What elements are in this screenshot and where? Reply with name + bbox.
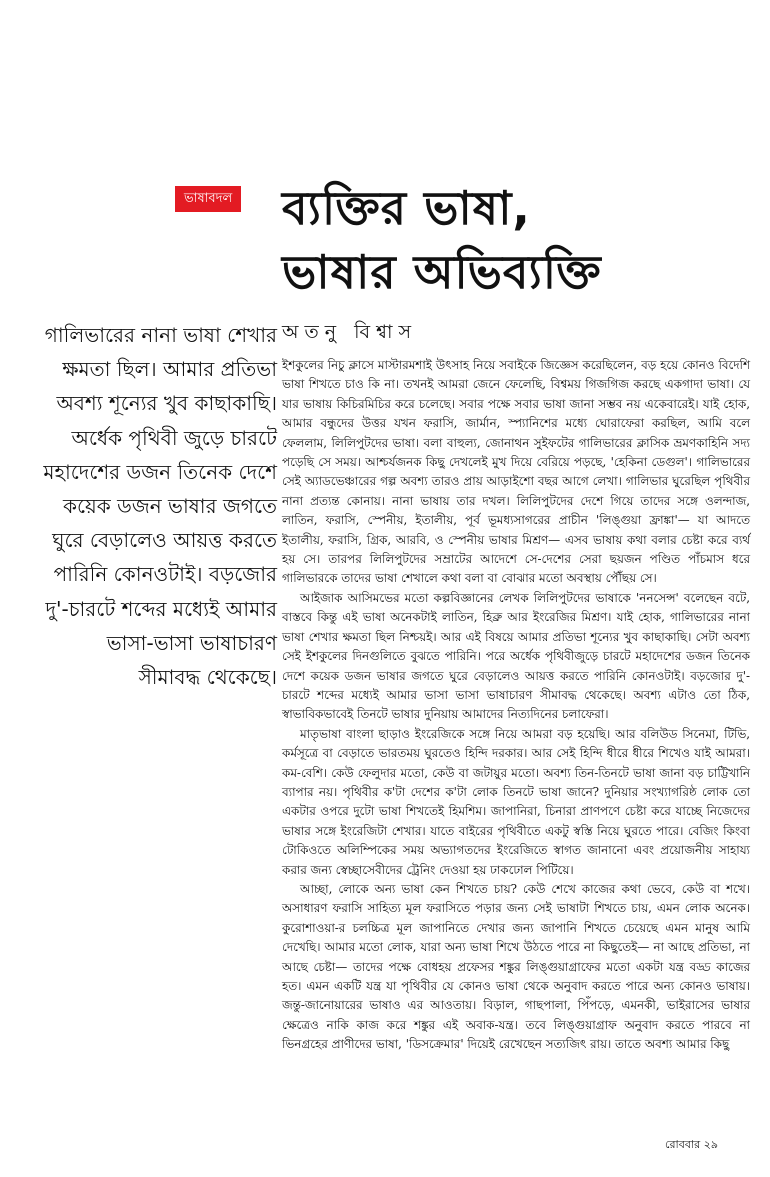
page-folio: রোববার ২৯	[665, 1138, 718, 1151]
title-line-1: ব্যক্তির ভাষা,	[282, 181, 531, 235]
paragraph: ইশকুলের নিচু ক্লাসে মাস্টারমশাই উৎসাহ নিয়ে সবাইকে জিজ্ঞেস করেছিলেন, বড় হয়ে কোনও বিদেশি ভাষা শিখতে চাও কি না। তখনই আমরা জেনে ফেলেছি, বিশ্বময় গিজগিজ করছে একগাদা ভাষা। যে যার ভাষায় কিচিরমিচির করে চলেছে। সবার পক্ষে সবার ভাষা জানা সম্ভব নয় একেবারেই। যাই হোক, আমার বন্ধুদের উত্তর যখন ফরাসি, জার্মান, স্প্যানিশের মধ্যে ঘোরাফেরা করছিল, আমি বলে ফেললাম, লিলিপুটদের ভাষা। বলা বাহুল্য, জোনাথন সুইফটের গালিভারের ক্লাসিক ভ্রমণকাহিনি সদ্য পড়েছি সে সময়। আশ্চর্যজনক কিছু দেখলেই মুখ দিয়ে বেরিয়ে পড়ছে, 'হেকিনা ডেগুল'। গালিভারের সেই অ্যাডভেঞ্চারের গল্প অবশ্য তারও প্রায় আড়াইশো বছর আগে লেখা। গালিভার ঘুরেছিল পৃথিবীর নানা প্রত্যন্ত কোনায়। নানা ভাষায় তার দখল। লিলিপুটদের দেশে গিয়ে তাদের সঙ্গে ওলন্দাজ, লাতিন, ফরাসি, স্পেনীয়, ইতালীয়, পূর্ব ভূমধ্যসাগরের প্রাচীন 'লিঙ্গুয়া ফ্রাঙ্কা'— যা আদতে ইতালীয়, ফরাসি, গ্রিক, আরবি, ও স্পেনীয় ভাষার মিশ্রণ— এসব ভাষায় কথা বলার চেষ্টা করে ব্যর্থ হয় সে। তারপর লিলিপুটদের সম্রাটের আদেশে সে-দেশের সেরা ছয়জন পণ্ডিত পাঁচমাস ধরে গালিভারকে তাদের ভাষা শেখালে কথা বলা বা বোঝার মতো অবস্থায় পৌঁছয় সে।	[282, 358, 750, 586]
article-title	[282, 176, 752, 304]
article-body	[282, 356, 750, 1055]
paragraph: আইজাক আসিমভের মতো কল্পবিজ্ঞানের লেখক লিলিপুটদের ভাষাকে 'ননসেন্স' বলেছেন বটে, বাস্তবে কিন্তু এই ভাষা অনেকটাই লাতিন, হিব্রু আর ইংরেজির মিশ্রণ। যাই হোক, গালিভারের নানা ভাষা শেখার ক্ষমতা ছিল নিশ্চয়ই। আর এই বিষয়ে আমার প্রতিভা শূন্যের খুব কাছাকাছি। সেটা অবশ্য সেই ইশকুলের দিনগুলিতে বুঝতে পারিনি। পরে অর্ধেক পৃথিবীজুড়ে চারটে মহাদেশের ডজন তিনেক দেশে কয়েক ডজন ভাষার জগতে ঘুরে বেড়ালেও আয়ত্ত করতে পারিনি কোনওটাই। বড়জোর দু'-চারটে শব্দের মধ্যেই আমার ভাসা ভাসা ভাষাচারণ সীমাবদ্ধ থেকেছে। অবশ্য এটাও তো ঠিক, স্বাভাবিকভাবেই তিনটে ভাষার দুনিয়ায় আমাদের নিত্যদিনের চলাফেরা।	[282, 590, 750, 722]
section-tag: ভাষাবদল	[175, 186, 241, 212]
byline: অতনু বিশ্বাস	[282, 321, 418, 343]
paragraph: মাতৃভাষা বাংলা ছাড়াও ইংরেজিকে সঙ্গে নিয়ে আমরা বড় হয়েছি। আর বলিউড সিনেমা, টিভি, কর্মসূত্রে বা বেড়াতে ভারতময় ঘুরতেও হিন্দি দরকার। আর সেই হিন্দি ধীরে ধীরে শিখেও যাই আমরা। কম-বেশি। কেউ ফেলুদার মতো, কেউ বা জটায়ুর মতো। অবশ্য তিন-তিনটে ভাষা জানা বড় চাট্টিখানি ব্যাপার নয়। পৃথিবীর ক'টা দেশের ক'টা লোক তিনটে ভাষা জানে? দুনিয়ার সংখ্যাগরিষ্ঠ লোক তো একটার ওপরে দুটো ভাষা শিখতেই হিমশিম। জাপানিরা, চিনারা প্রাণপণে চেষ্টা করে যাচ্ছে নিজেদের ভাষার সঙ্গে ইংরেজিটা শেখার। যাতে বাইরের পৃথিবীতে একটু স্বস্তি নিয়ে ঘুরতে পারে। বেজিং কিংবা টোকিওতে অলিম্পিকের সময় অভ্যাগতদের ইংরেজিতে স্বাগত জানানো এবং প্রয়োজনীয় সাহায্য করার জন্য স্বেচ্ছাসেবীদের ট্রেনিং দেওয়া হয় ঢাকঢোল পিটিয়ে।	[282, 726, 750, 877]
pull-quote: গালিভারের নানা ভাষা শেখার ক্ষমতা ছিল। আমার প্রতিভা অবশ্য শূন্যের খুব কাছাকাছি। অর্ধেক পৃথিবী জুড়ে চারটে মহাদেশের ডজন তিনেক দেশে কয়েক ডজন ভাষার জগতে ঘুরে বেড়ালেও আয়ত্ত করতে পারিনি কোনওটাই। বড়জোর দু'-চারটে শব্দের মধ্যেই আমার ভাসা-ভাসা ভাষাচারণ সীমাবদ্ধ থেকেছে।	[43, 323, 277, 690]
title-line-2: ভাষার অভিব্যক্তি	[282, 245, 602, 299]
paragraph: আচ্ছা, লোকে অন্য ভাষা কেন শিখতে চায়? কেউ শেখে কাজের কথা ভেবে, কেউ বা শখে। অসাধারণ ফরাসি সাহিত্য মূল ফরাসিতে পড়ার জন্য সেই ভাষাটা শিখতে চায়, এমন লোক অনেক। কুরোশাওয়া-র চলচ্চিত্র মূল জাপানিতে দেখার জন্য জাপানি শিখতে চেয়েছে এমন মানুষ আমি দেখেছি। আমার মতো লোক, যারা অন্য ভাষা শিখে উঠতে পারে না কিছুতেই— না আছে প্রতিভা, না আছে চেষ্টা— তাদের পক্ষে বোধহয় প্রফেসর শঙ্কুর লিঙ্গুয়াগ্রাফের মতো একটা যন্ত্র বড্ড কাজের হত। এমন একটি যন্ত্র যা পৃথিবীর যে কোনও ভাষা থেকে অনুবাদ করতে পারে অন্য কোনও ভাষায়। জন্তু-জানোয়ারের ভাষাও এর আওতায়। বিড়াল, গাছপালা, পিঁপড়ে, এমনকী, ভাইরাসের ভাষার ক্ষেত্রেও নাকি কাজ করে শঙ্কুর এই অবাক-যন্ত্র। তবে লিঙ্গুয়াগ্রাফ অনুবাদ করতে পারবে না ভিনগ্রহের প্রাণীদের ভাষা, 'ডিসক্রেমার' দিয়েই রেখেছেন সত্যজিৎ রায়। তাতে অবশ্য আমার কিছু	[282, 881, 750, 1052]
